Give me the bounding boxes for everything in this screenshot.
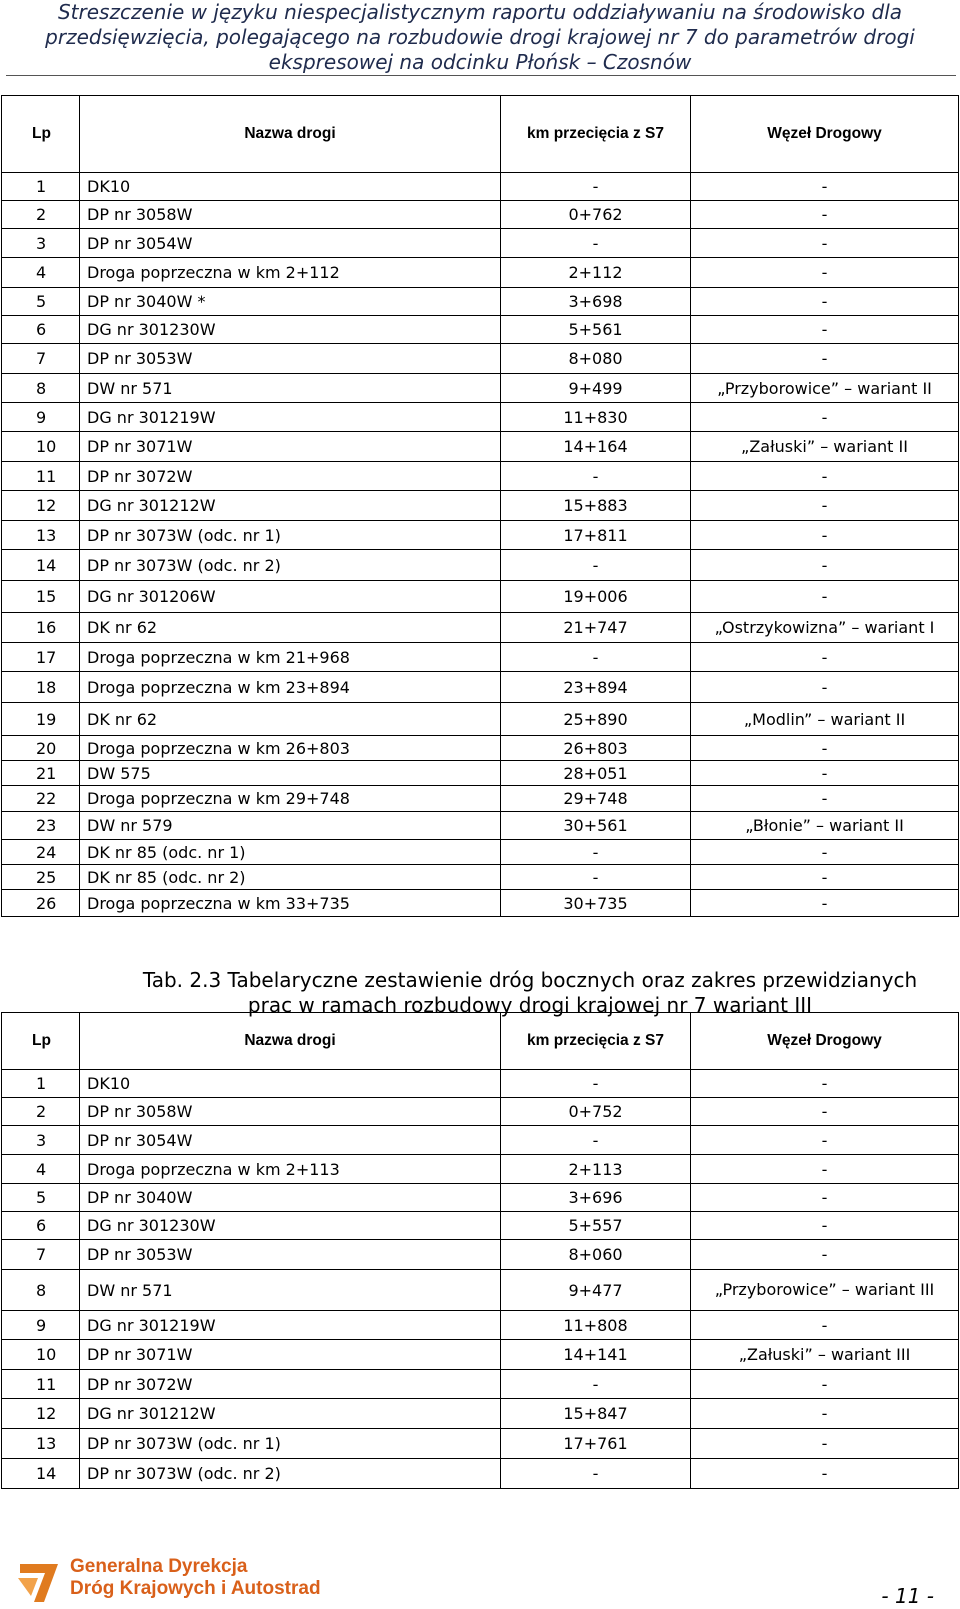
table-row [2, 316, 959, 344]
table-row [2, 1399, 959, 1429]
cell-lp: 2 [2, 1098, 80, 1126]
cell-lp: 17 [2, 643, 80, 672]
table-row [2, 173, 959, 201]
table-row [2, 1459, 959, 1489]
cell-lp: 9 [2, 403, 80, 432]
caption-line-1: Tab. 2.3 Tabelaryczne zestawienie dróg bocznych oraz zakres przewidzianych [142, 968, 918, 992]
cell-lp: 1 [2, 1070, 80, 1098]
cell-km: - [501, 1370, 691, 1399]
cell-road-name: Droga poprzeczna w km 23+894 [80, 672, 501, 703]
cell-junction: „Ostrzykowizna” – wariant I [691, 613, 959, 643]
logo-text-line-1: Generalna Dyrekcja [70, 1556, 248, 1577]
column-header-km: km przecięcia z S7 [501, 96, 691, 173]
cell-junction: - [691, 865, 959, 890]
cell-km: 23+894 [501, 672, 691, 703]
cell-lp: 3 [2, 1126, 80, 1155]
gddkia-logo [14, 1556, 324, 1606]
cell-junction: - [691, 1311, 959, 1340]
table-row [2, 462, 959, 491]
cell-junction: „Błonie” – wariant II [691, 812, 959, 840]
table-row [2, 1270, 959, 1311]
cell-lp: 6 [2, 316, 80, 344]
caption-line-2: prac w ramach rozbudowy drogi krajowej nr 7 wariant III [247, 993, 813, 1017]
cell-lp: 13 [2, 1429, 80, 1459]
cell-road-name: DG nr 301230W [80, 1212, 501, 1240]
table-row [2, 672, 959, 703]
table-row [2, 1212, 959, 1240]
cell-road-name: DP nr 3053W [80, 344, 501, 374]
cell-km: - [501, 1126, 691, 1155]
cell-road-name: DG nr 301212W [80, 491, 501, 521]
table-row [2, 1098, 959, 1126]
cell-lp: 7 [2, 344, 80, 374]
cell-km: 11+830 [501, 403, 691, 432]
table-row [2, 703, 959, 736]
cell-km: 9+499 [501, 374, 691, 403]
cell-km: - [501, 643, 691, 672]
table-row [2, 432, 959, 462]
cell-junction: - [691, 550, 959, 581]
cell-road-name: DG nr 301230W [80, 316, 501, 344]
table-row [2, 491, 959, 521]
column-header-road-name: Nazwa drogi [80, 96, 501, 173]
table-row [2, 613, 959, 643]
cell-road-name: DW nr 579 [80, 812, 501, 840]
cell-km: 5+561 [501, 316, 691, 344]
table-row [2, 1184, 959, 1212]
cell-road-name: DP nr 3054W [80, 1126, 501, 1155]
table-row [2, 1370, 959, 1399]
table-caption [120, 968, 940, 1018]
column-header-road-name: Nazwa drogi [80, 1013, 501, 1070]
cell-junction: - [691, 581, 959, 613]
table-row [2, 229, 959, 258]
cell-lp: 19 [2, 703, 80, 736]
table-row [2, 865, 959, 890]
roads-table-1 [1, 95, 959, 917]
cell-lp: 22 [2, 786, 80, 812]
column-header-lp: Lp [2, 1013, 80, 1070]
cell-km: - [501, 840, 691, 865]
cell-km: 0+762 [501, 201, 691, 229]
cell-road-name: DP nr 3040W * [80, 288, 501, 316]
logo-text-line-2: Dróg Krajowych i Autostrad [70, 1578, 321, 1599]
cell-road-name: Droga poprzeczna w km 33+735 [80, 890, 501, 917]
cell-lp: 14 [2, 550, 80, 581]
table-row [2, 786, 959, 812]
cell-road-name: DW 575 [80, 761, 501, 786]
table-row [2, 374, 959, 403]
table-row [2, 258, 959, 288]
cell-road-name: DP nr 3058W [80, 1098, 501, 1126]
table-row [2, 736, 959, 761]
cell-road-name: DW nr 571 [80, 1270, 501, 1311]
table-row [2, 812, 959, 840]
cell-junction: „Przyborowice” – wariant III [691, 1270, 959, 1311]
table-row [2, 1240, 959, 1270]
cell-road-name: DG nr 301219W [80, 403, 501, 432]
cell-road-name: Droga poprzeczna w km 2+113 [80, 1155, 501, 1184]
cell-road-name: Droga poprzeczna w km 29+748 [80, 786, 501, 812]
cell-road-name: DP nr 3071W [80, 1340, 501, 1370]
cell-junction: - [691, 1155, 959, 1184]
cell-km: 29+748 [501, 786, 691, 812]
cell-junction: - [691, 840, 959, 865]
cell-lp: 11 [2, 1370, 80, 1399]
cell-km: - [501, 865, 691, 890]
cell-km: 5+557 [501, 1212, 691, 1240]
cell-road-name: DP nr 3073W (odc. nr 1) [80, 521, 501, 550]
cell-lp: 9 [2, 1311, 80, 1340]
cell-junction: - [691, 1370, 959, 1399]
table-row [2, 521, 959, 550]
cell-lp: 3 [2, 229, 80, 258]
cell-junction: - [691, 288, 959, 316]
cell-road-name: DG nr 301212W [80, 1399, 501, 1429]
cell-road-name: DK10 [80, 1070, 501, 1098]
cell-km: 15+883 [501, 491, 691, 521]
cell-km: 17+761 [501, 1429, 691, 1459]
cell-junction: - [691, 1212, 959, 1240]
cell-km: - [501, 462, 691, 491]
cell-junction: - [691, 1184, 959, 1212]
cell-km: 9+477 [501, 1270, 691, 1311]
cell-road-name: DP nr 3054W [80, 229, 501, 258]
cell-km: 0+752 [501, 1098, 691, 1126]
header-divider [6, 75, 956, 76]
table-row [2, 581, 959, 613]
cell-junction: - [691, 1070, 959, 1098]
cell-lp: 7 [2, 1240, 80, 1270]
cell-lp: 13 [2, 521, 80, 550]
table-row [2, 1429, 959, 1459]
cell-lp: 21 [2, 761, 80, 786]
table-header-row [2, 1013, 959, 1070]
cell-km: 14+141 [501, 1340, 691, 1370]
cell-km: 30+561 [501, 812, 691, 840]
cell-road-name: DP nr 3073W (odc. nr 2) [80, 1459, 501, 1489]
cell-km: 15+847 [501, 1399, 691, 1429]
cell-junction: - [691, 229, 959, 258]
cell-junction: - [691, 1459, 959, 1489]
cell-junction: - [691, 344, 959, 374]
cell-junction: - [691, 786, 959, 812]
cell-road-name: Droga poprzeczna w km 21+968 [80, 643, 501, 672]
cell-road-name: DW nr 571 [80, 374, 501, 403]
column-header-lp: Lp [2, 96, 80, 173]
cell-lp: 15 [2, 581, 80, 613]
cell-road-name: Droga poprzeczna w km 26+803 [80, 736, 501, 761]
table-header-row [2, 96, 959, 173]
cell-road-name: DK nr 62 [80, 703, 501, 736]
cell-junction: - [691, 890, 959, 917]
cell-road-name: DK nr 85 (odc. nr 2) [80, 865, 501, 890]
cell-junction: - [691, 736, 959, 761]
cell-lp: 5 [2, 288, 80, 316]
cell-km: 8+060 [501, 1240, 691, 1270]
cell-km: - [501, 550, 691, 581]
cell-km: 2+113 [501, 1155, 691, 1184]
cell-lp: 12 [2, 1399, 80, 1429]
table-row [2, 201, 959, 229]
cell-junction: „Modlin” – wariant II [691, 703, 959, 736]
cell-road-name: DP nr 3071W [80, 432, 501, 462]
cell-junction: - [691, 201, 959, 229]
cell-km: 8+080 [501, 344, 691, 374]
cell-km: 21+747 [501, 613, 691, 643]
cell-junction: - [691, 258, 959, 288]
cell-lp: 8 [2, 374, 80, 403]
cell-lp: 26 [2, 890, 80, 917]
cell-junction: - [691, 1240, 959, 1270]
header-line-2: przedsięwzięcia, polegającego na rozbudowie drogi krajowej nr 7 do parametrów drogi [45, 25, 915, 49]
cell-lp: 20 [2, 736, 80, 761]
table-row [2, 1155, 959, 1184]
table-row [2, 1070, 959, 1098]
cell-junction: - [691, 1126, 959, 1155]
cell-km: 25+890 [501, 703, 691, 736]
cell-road-name: Droga poprzeczna w km 2+112 [80, 258, 501, 288]
cell-km: 17+811 [501, 521, 691, 550]
cell-lp: 6 [2, 1212, 80, 1240]
cell-lp: 16 [2, 613, 80, 643]
cell-road-name: DP nr 3072W [80, 462, 501, 491]
cell-km: - [501, 173, 691, 201]
cell-junction: - [691, 521, 959, 550]
cell-junction: „Przyborowice” – wariant II [691, 374, 959, 403]
cell-road-name: DK nr 85 (odc. nr 1) [80, 840, 501, 865]
cell-road-name: DK nr 62 [80, 613, 501, 643]
table-row [2, 761, 959, 786]
cell-lp: 14 [2, 1459, 80, 1489]
cell-road-name: DP nr 3072W [80, 1370, 501, 1399]
cell-lp: 1 [2, 173, 80, 201]
table-row [2, 890, 959, 917]
cell-junction: „Załuski” – wariant II [691, 432, 959, 462]
cell-lp: 25 [2, 865, 80, 890]
cell-km: 14+164 [501, 432, 691, 462]
cell-km: 19+006 [501, 581, 691, 613]
cell-km: 28+051 [501, 761, 691, 786]
table-row [2, 344, 959, 374]
header-line-1: Streszczenie w języku niespecjalistycznym raportu oddziaływaniu na środowisko dla [57, 0, 903, 24]
cell-lp: 5 [2, 1184, 80, 1212]
column-header-junction: Węzeł Drogowy [691, 96, 959, 173]
table-row [2, 1311, 959, 1340]
cell-lp: 4 [2, 1155, 80, 1184]
cell-road-name: DP nr 3058W [80, 201, 501, 229]
cell-km: - [501, 229, 691, 258]
cell-junction: - [691, 491, 959, 521]
cell-km: 30+735 [501, 890, 691, 917]
cell-road-name: DG nr 301206W [80, 581, 501, 613]
cell-km: - [501, 1459, 691, 1489]
cell-junction: „Załuski” – wariant III [691, 1340, 959, 1370]
cell-km: 26+803 [501, 736, 691, 761]
cell-lp: 11 [2, 462, 80, 491]
cell-junction: - [691, 672, 959, 703]
table-row [2, 1126, 959, 1155]
cell-lp: 23 [2, 812, 80, 840]
cell-road-name: DK10 [80, 173, 501, 201]
logo-text [70, 1556, 321, 1600]
cell-lp: 24 [2, 840, 80, 865]
cell-km: 3+696 [501, 1184, 691, 1212]
page-number: - 11 - [881, 1584, 934, 1608]
table-row [2, 643, 959, 672]
cell-km: - [501, 1070, 691, 1098]
cell-road-name: DP nr 3073W (odc. nr 1) [80, 1429, 501, 1459]
cell-lp: 18 [2, 672, 80, 703]
table-row [2, 288, 959, 316]
cell-lp: 12 [2, 491, 80, 521]
table-row [2, 840, 959, 865]
cell-lp: 8 [2, 1270, 80, 1311]
cell-lp: 4 [2, 258, 80, 288]
cell-junction: - [691, 462, 959, 491]
table-row [2, 403, 959, 432]
cell-road-name: DP nr 3073W (odc. nr 2) [80, 550, 501, 581]
cell-junction: - [691, 1098, 959, 1126]
column-header-km: km przecięcia z S7 [501, 1013, 691, 1070]
cell-junction: - [691, 316, 959, 344]
cell-km: 3+698 [501, 288, 691, 316]
cell-km: 11+808 [501, 1311, 691, 1340]
cell-lp: 2 [2, 201, 80, 229]
cell-km: 2+112 [501, 258, 691, 288]
cell-road-name: DG nr 301219W [80, 1311, 501, 1340]
column-header-junction: Węzeł Drogowy [691, 1013, 959, 1070]
cell-junction: - [691, 1399, 959, 1429]
cell-junction: - [691, 761, 959, 786]
cell-junction: - [691, 643, 959, 672]
cell-lp: 10 [2, 1340, 80, 1370]
table-row [2, 1340, 959, 1370]
cell-lp: 10 [2, 432, 80, 462]
roads-table-2 [1, 1012, 959, 1489]
page-header [0, 0, 960, 75]
cell-junction: - [691, 1429, 959, 1459]
header-line-3: ekspresowej na odcinku Płońsk – Czosnów [268, 50, 692, 74]
cell-junction: - [691, 173, 959, 201]
cell-road-name: DP nr 3053W [80, 1240, 501, 1270]
gddkia-logo-icon [14, 1556, 64, 1606]
cell-road-name: DP nr 3040W [80, 1184, 501, 1212]
table-row [2, 550, 959, 581]
cell-junction: - [691, 403, 959, 432]
